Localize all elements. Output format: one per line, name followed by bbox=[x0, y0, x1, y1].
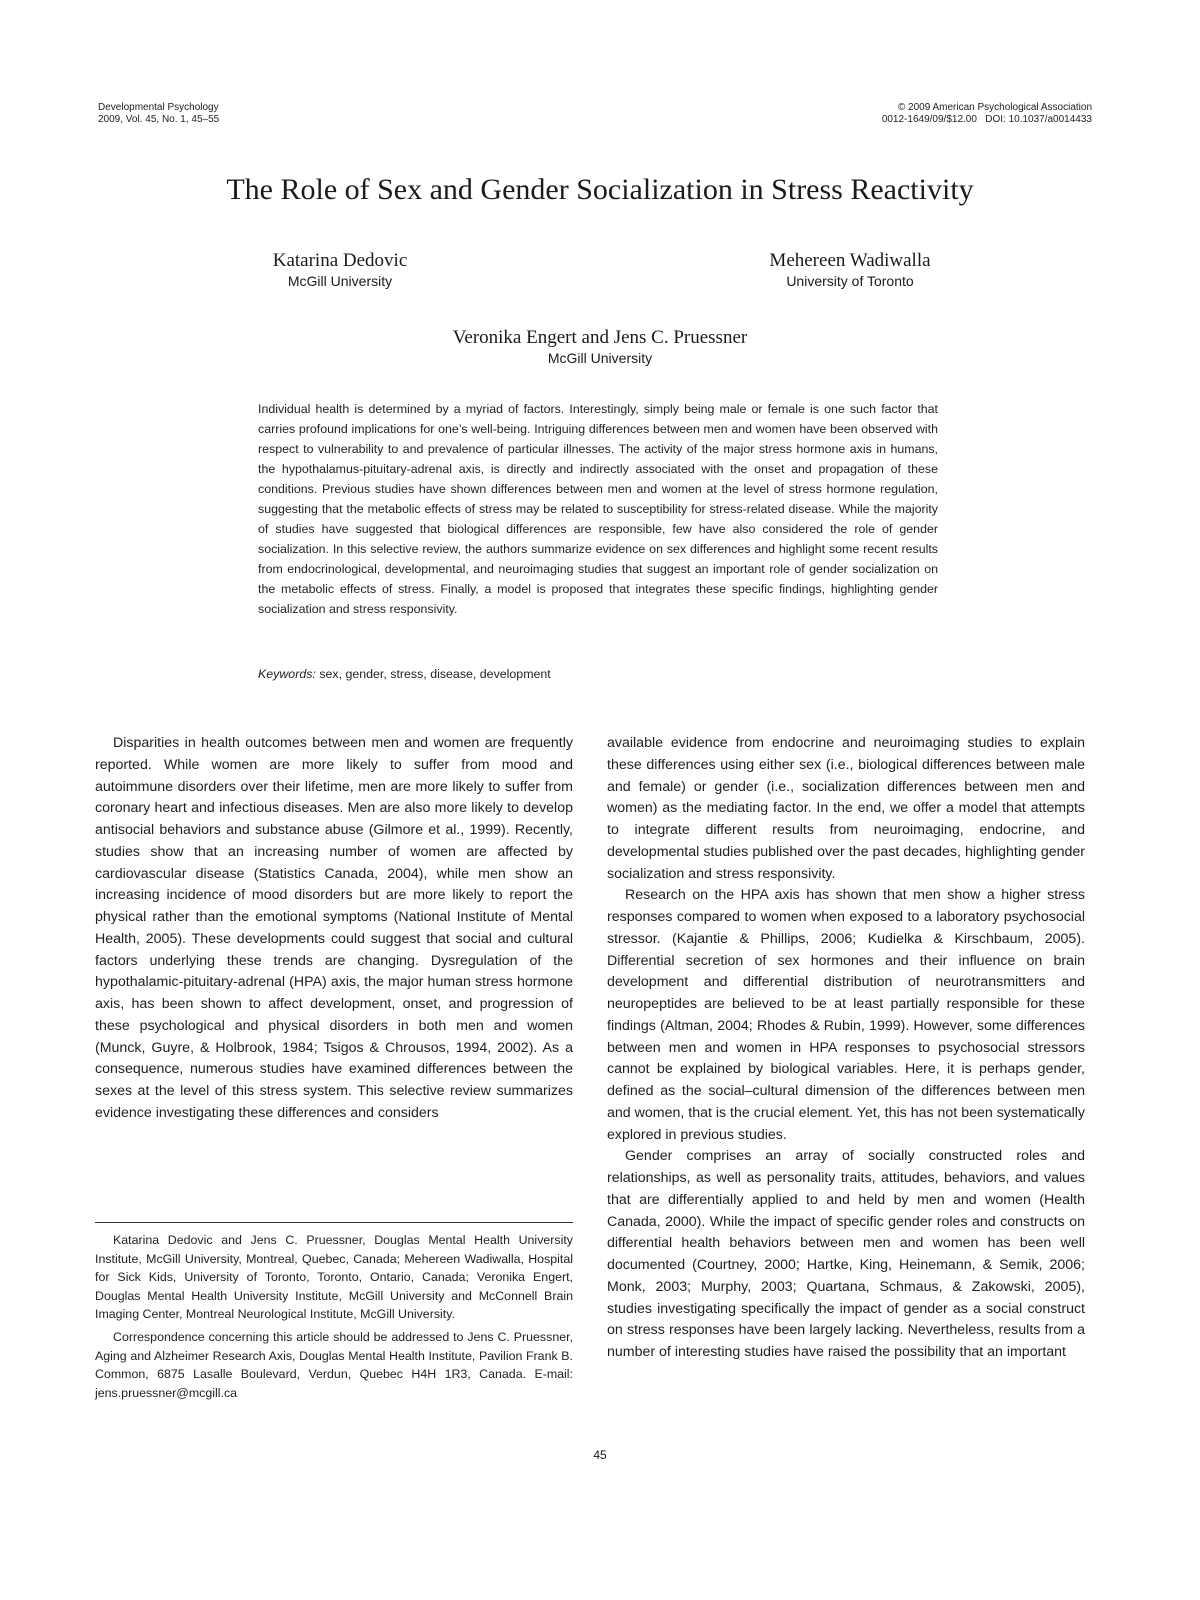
author-affiliation: University of Toronto bbox=[786, 273, 914, 289]
keywords-label: Keywords: bbox=[258, 667, 316, 681]
author-name: Mehereen Wadiwalla bbox=[769, 250, 931, 271]
copyright-header bbox=[882, 102, 1092, 126]
author-note bbox=[95, 1231, 573, 1406]
body-paragraph: available evidence from endocrine and neuroimaging studies to explain these differences using either sex (i.e., biological differences between male and female) or gender (i.e., socialization differences between men and women) as the mediating factor. In the end, we offer a model that attempts to integrate different results from neuroimaging, endocrine, and developmental studies published over the past decades, highlighting gender socialization and stress responsivity. bbox=[607, 735, 1085, 882]
keywords bbox=[258, 665, 938, 683]
journal-header bbox=[98, 102, 219, 126]
volume-info: 2009, Vol. 45, No. 1, 45–55 bbox=[98, 114, 220, 125]
correspondence-note: Correspondence concerning this article should be addressed to Jens C. Pruessner, Aging and Alzheimer Research Axis, Douglas Mental Health Institute, Pavilion Frank B. Common, 6875 Lasalle Boulevard, Verdun, Quebec H4H 1R3, Canada. E-mail: jens.pruessner@mcgill.ca bbox=[95, 1329, 573, 1400]
abstract: Individual health is determined by a myriad of factors. Interestingly, simply being male or female is one such factor that carries profound implications for one’s well-being. Intriguing differences between men and women have been observed with respect to vulnerability to and prevalence of particular illnesses. The activity of the major stress hormone axis in humans, the hypothalamus-pituitary-adrenal axis, is directly and indirectly associated with the onset and propagation of these conditions. Previous studies have shown differences between men and women at the level of stress hormone regulation, suggesting that the metabolic effects of stress may be related to susceptibility for stress-related disease. While the majority of studies have suggested that biological differences are responsible, few have also considered the role of gender socialization. In this selective review, the authors summarize evidence on sex differences and highlight some recent results from endocrinological, developmental, and neuroimaging studies that suggest an important role of gender socialization on the metabolic effects of stress. Finally, a model is proposed that integrates these specific findings, highlighting gender socialization and stress responsivity. bbox=[258, 402, 938, 616]
body-paragraph: Disparities in health outcomes between men and women are frequently reported. While women are more likely to suffer from mood and autoimmune disorders over their lifetime, men are more likely to suffer from coronary heart and infectious diseases. Men are also more likely to develop antisocial behaviors and substance abuse (Gilmore et al., 1999). Recently, studies show that an increasing number of women are affected by cardiovascular disease (Statistics Canada, 2004), while men show an increasing incidence of mood disorders but are more likely to report the physical rather than the emotional symptoms (National Institute of Mental Health, 2005). These developments could suggest that social and cultural factors underlying these trends are changing. Dysregulation of the hypothalamic-pituitary-adrenal (HPA) axis, the major human stress hormone axis, has been shown to affect development, onset, and progression of these psychological and physical disorders in both men and women (Munck, Guyre, & Holbrook, 1984; Tsigos & Chrousos, 1994, 2002). As a consequence, numerous studies have examined differences between the sexes at the level of this stress system. This selective review summarizes evidence investigating these differences and considers bbox=[95, 735, 573, 1121]
page-number: 45 bbox=[593, 1448, 607, 1462]
author-affiliation: McGill University bbox=[547, 350, 653, 366]
copyright-notice: © 2009 American Psychological Association bbox=[897, 102, 1092, 113]
author-name: Katarina Dedovic bbox=[272, 250, 408, 271]
keywords-terms: sex, gender, stress, disease, development bbox=[319, 667, 551, 681]
author-affiliation: McGill University bbox=[287, 273, 393, 289]
body-column-right bbox=[607, 733, 1085, 1364]
author-affiliations-note: Katarina Dedovic and Jens C. Pruessner, Douglas Mental Health University Institute, McGill University, Montreal, Quebec, Canada; Mehereen Wadiwalla, Hospital for Sick Kids, University of Toronto, Toronto, Ontario, Canada; Veronika Engert, Douglas Mental Health University Institute, McGill University and McConnell Brain Imaging Center, Montreal Neurological Institute, McGill University. bbox=[95, 1233, 573, 1322]
author-block-1 bbox=[250, 250, 430, 290]
footnote-divider bbox=[95, 1222, 573, 1223]
body-column-left bbox=[95, 733, 573, 1125]
article-title: The Role of Sex and Gender Socialization in Stress Reactivity bbox=[226, 173, 974, 206]
body-paragraph: Research on the HPA axis has shown that men show a higher stress responses compared to women when exposed to a laboratory psychosocial stressor. (Kajantie & Phillips, 2006; Kudielka & Kirschbaum, 2005). Differential secretion of sex hormones and their influence on brain development and differential distribution of neurotransmitters and neuropeptides are believed to be at least partially responsible for these findings (Altman, 2004; Rhodes & Rubin, 1999). However, some differences between men and women in HPA responses to psychosocial stressors cannot be explained by biological variables. Here, it is perhaps gender, defined as the social–cultural dimension of the differences between men and women, that is the crucial element. Yet, this has not been systematically explored in previous studies. bbox=[607, 887, 1085, 1143]
author-block-3 bbox=[380, 327, 820, 367]
doi-line: 0012-1649/09/$12.00 DOI: 10.1037/a0014433 bbox=[881, 114, 1092, 125]
journal-name: Developmental Psychology bbox=[98, 102, 219, 113]
body-paragraph: Gender comprises an array of socially constructed roles and relationships, as well as personality traits, attitudes, behaviors, and values that are differentially applied to and held by men and women (Health Canada, 2000). While the impact of specific gender roles and constructs on differential health behaviors between men and women has been well documented (Courtney, 2000; Hartke, King, Heinemann, & Semik, 2006; Monk, 2003; Murphy, 2003; Quartana, Schmaus, & Zakowski, 2005), studies investigating specifically the impact of gender as a social construct on stress responses have been largely lacking. Nevertheless, results from a number of interesting studies have raised the possibility that an important bbox=[607, 1148, 1085, 1360]
author-block-2 bbox=[745, 250, 955, 290]
author-name: Veronika Engert and Jens C. Pruessner bbox=[452, 327, 748, 348]
